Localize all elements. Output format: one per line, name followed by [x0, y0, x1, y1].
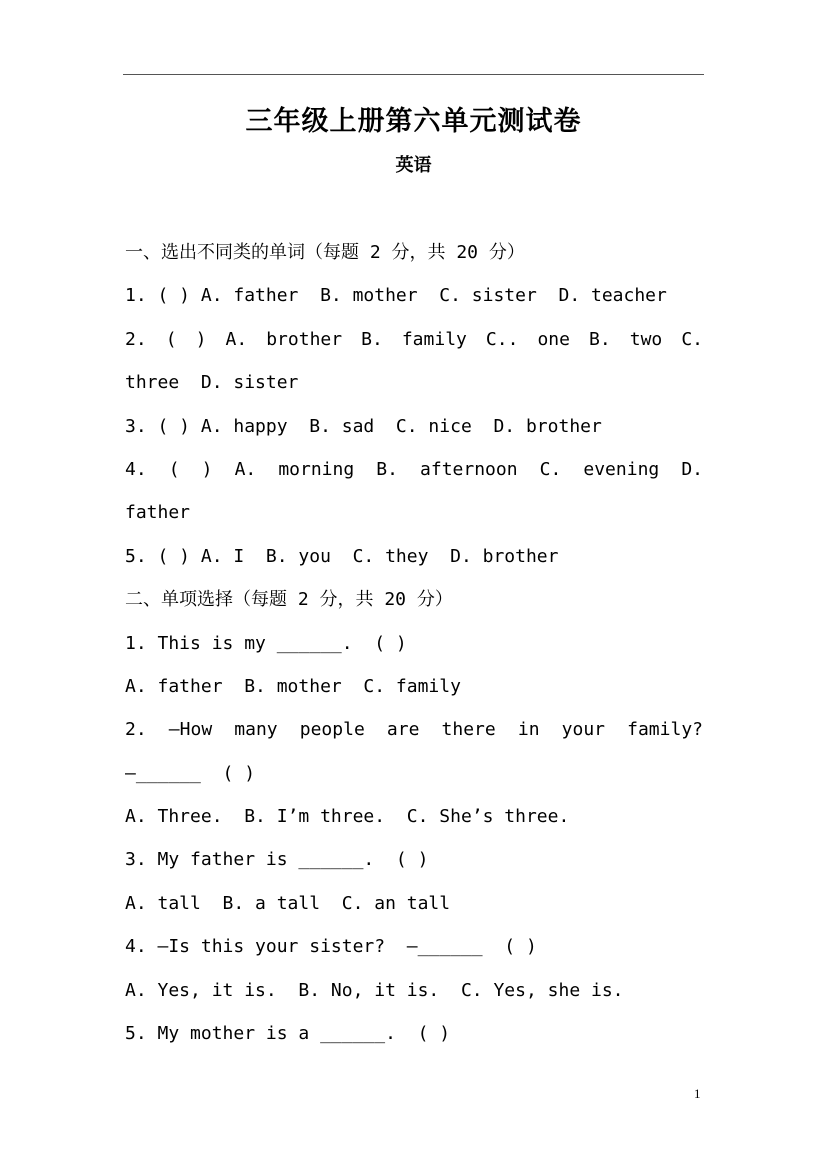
section-2-heading: 二、单项选择（每题 2 分，共 20 分）	[125, 589, 453, 611]
section-1-question-3: 3. ( ) A. happy B. sad C. nice D. brother	[125, 415, 602, 437]
section-1-question-2-continued: three D. sister	[125, 372, 299, 394]
section-2-question-1: 1. This is my ______. ( )	[125, 632, 407, 654]
section-2-question-4-options: A. Yes, it is. B. No, it is. C. Yes, she is.	[125, 979, 624, 1001]
document-title: 三年级上册第六单元测试卷	[245, 106, 582, 137]
section-2-question-2-answer: —______ ( )	[125, 762, 256, 784]
section-1-question-2: 2. ( ) A. brother B. family C.. one B. two C.	[125, 328, 703, 350]
section-1-question-4-continued: father	[125, 502, 191, 524]
section-1-question-4: 4. ( ) A. morning B. afternoon C. evening D.	[125, 458, 703, 480]
section-1-heading: 一、选出不同类的单词（每题 2 分，共 20 分）	[125, 242, 525, 263]
section-2-question-2: 2. —How many people are there in your family?	[125, 719, 703, 741]
test-content	[125, 231, 703, 1055]
section-2-question-1-options: A. father B. mother C. family	[125, 675, 461, 697]
section-1-question-5: 5. ( ) A. I B. you C. they D. brother	[125, 545, 559, 567]
section-2-question-3: 3. My father is ______. ( )	[125, 849, 429, 871]
section-2-question-5: 5. My mother is a ______. ( )	[125, 1023, 451, 1045]
section-1-question-1: 1. ( ) A. father B. mother C. sister D. teacher	[125, 285, 667, 307]
section-2-question-2-options: A. Three. B. I’m three. C. She’s three.	[125, 806, 570, 828]
section-2-question-4: 4. —Is this your sister? —______ ( )	[125, 936, 537, 958]
header-rule	[123, 74, 704, 75]
document-subtitle: 英语	[395, 155, 432, 176]
section-2-question-3-options: A. tall B. a tall C. an tall	[125, 892, 451, 914]
page-number: 1	[694, 1086, 701, 1101]
